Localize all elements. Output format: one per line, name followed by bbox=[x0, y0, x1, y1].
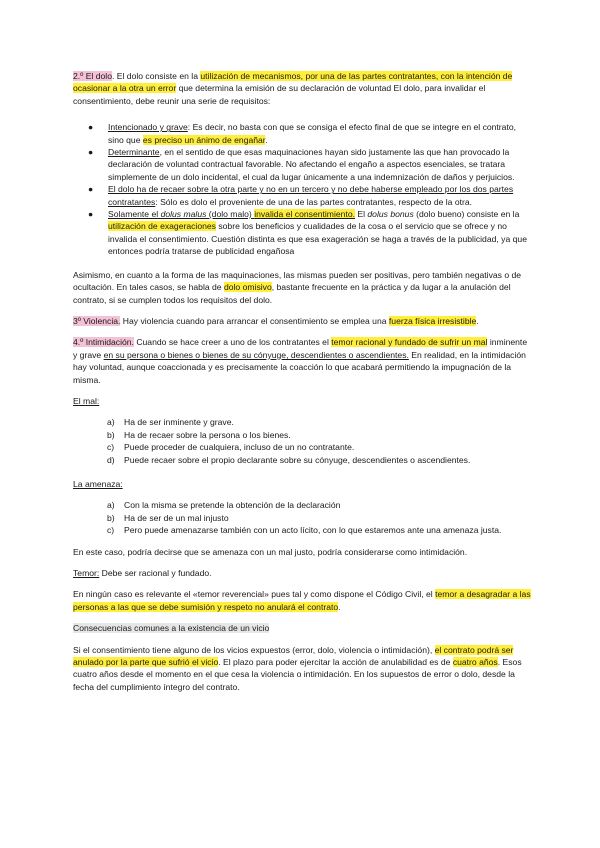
label-temor: Temor: bbox=[73, 568, 100, 578]
paragraph-caso: En este caso, podría decirse que se amenaza con un mal justo, podría considerarse como intimidación. bbox=[73, 546, 468, 557]
highlight: cuatro años bbox=[452, 657, 498, 668]
heading-el-mal: El mal: bbox=[73, 395, 100, 406]
list-item: ● Solamente el dolus malus (dolo malo) invalida el consentimiento. El dolus bonus (dolo bueno) consiste en la utilización de exageraciones sobre los beneficios y cualidades de la cosa o el servicio que se ofrece y no invalida el consentimiento. Cuestión distinta es que esa exageración se haga a través de la publicidad, ya que entonces podría tratarse de publicidad engañosa bbox=[88, 209, 527, 257]
highlight: invalida el consentimiento. bbox=[254, 209, 355, 220]
highlight: utilización de exageraciones bbox=[108, 221, 216, 232]
paragraph-consecuencias: Si el consentimiento tiene alguno de los vicios expuestos (error, dolo, violencia o intimidación), el contrato podrá ser anulado por la parte que sufrió el vicio. El plazo para poder ejercitar la acción de anulabilidad es de cuatro años. Esos cuatro años desde el momento en el que cesa la violencia o intimidación. En los supuestos de error o dolo, desde la fecha del cumplimiento íntegro del contrato. bbox=[73, 644, 522, 692]
list-item: ● El dolo ha de recaer sobre la otra parte y no en un tercero y no debe haberse empleado por los dos partes contratantes: Sólo es dolo el proveniente de una de las partes contratantes, respecto de la otra. bbox=[88, 184, 514, 207]
bullet-icon: ● bbox=[88, 184, 94, 195]
highlight: el contrato podrá ser anulado por la parte que sufrió el vicio bbox=[73, 644, 514, 668]
bullet-icon: ● bbox=[88, 147, 94, 158]
paragraph-dolo: 2.º El dolo. El dolo consiste en la utilización de mecanismos, por una de las partes contratantes, con la intención de ocasionar a la otra un error que determina la emisión de su declaración de voluntad El dolo, para invalidar el consentimiento, debe reunir una serie de requisitos: bbox=[73, 71, 513, 106]
list-item: b) Ha de recaer sobre la persona o los bienes. bbox=[107, 429, 291, 440]
paragraph-asimismo: Asimismo, en cuanto a la forma de las maquinaciones, las mismas pueden ser positivas, pero también negativas o de ocultación. En tales casos, se habla de dolo omisivo, bastante frecuente en la práctica y da lugar a la anulación del contrato, si se cumplen todos los requisitos del dolo. bbox=[73, 269, 522, 305]
heading-violencia: 3º Violencia. bbox=[73, 315, 121, 326]
list-item: b) Ha de ser de un mal injusto bbox=[107, 512, 229, 523]
heading-la-amenaza: La amenaza: bbox=[73, 478, 123, 489]
list-item: ● Intencionado y grave: Es decir, no basta con que se consiga el efecto final de que se integre en el contrato, sino que es preciso un ánimo de engañar. bbox=[88, 122, 517, 145]
highlight: utilización de mecanismos, por una de las partes contratantes, con la intención de ocasionar a la otra un error bbox=[73, 71, 513, 94]
paragraph-intimidacion: 4.º Intimidación. Cuando se hace creer a uno de los contratantes el temor racional y fundado de sufrir un mal inminente y grave en su persona o bienes o bienes de su cónyuge, descendientes o ascendientes. En realidad, en la intimidación hay voluntad, aunque coaccionada y es precisamente la coacción lo que acabará permitiendo la impugnación de la misma. bbox=[73, 337, 528, 385]
paragraph-temor: Temor: Debe ser racional y fundado. bbox=[73, 568, 212, 578]
list-item: a) Ha de ser inminente y grave. bbox=[107, 417, 234, 428]
heading-intimidacion: 4.º Intimidación. bbox=[73, 337, 134, 348]
highlight: fuerza física irresistible bbox=[388, 315, 477, 326]
highlight: es preciso un ánimo de engañar bbox=[142, 134, 266, 145]
paragraph-temor-reverencial: En ningún caso es relevante el «temor reverencial» pues tal y como dispone el Código Civil, el temor a desagradar a las personas a las que se debe sumisión y respeto no anulará el contrato. bbox=[73, 589, 531, 612]
document-page bbox=[73, 70, 533, 702]
highlight: temor racional y fundado de sufrir un mal bbox=[331, 337, 488, 348]
list-item: c) Puede proceder de cualquiera, incluso de un no contratante. bbox=[107, 442, 355, 453]
mal-list bbox=[73, 416, 533, 466]
list-item: ● Determinante, en el sentido de que esas maquinaciones hayan sido justamente las que han provocado la declaración de voluntad contractual favorable. No afectando el engaño a aspectos esenciales, se tratara simplemente de un dolo incidental, el cual da lugar únicamente a una indemnización de daños y perjuicios. bbox=[88, 147, 515, 182]
highlight: temor a desagradar a las personas a las que se debe sumisión y respeto no anulará el contrato bbox=[73, 589, 531, 612]
bullet-icon: ● bbox=[88, 209, 94, 220]
bullet-icon: ● bbox=[88, 122, 94, 133]
list-item: c) Pero puede amenazarse también con un acto lícito, con lo que estaremos ante una amenaza justa. bbox=[107, 525, 502, 536]
amenaza-list bbox=[73, 499, 533, 536]
requisitos-list bbox=[73, 121, 533, 257]
heading-consecuencias: Consecuencias comunes a la existencia de un vicio bbox=[73, 623, 270, 634]
heading-dolo: 2.º El dolo bbox=[73, 71, 112, 81]
highlight: dolo omisivo bbox=[223, 282, 272, 293]
paragraph-violencia: 3º Violencia. Hay violencia cuando para arrancar el consentimiento se emplea una fuerza física irresistible. bbox=[73, 315, 479, 326]
list-item: d) Puede recaer sobre el propio declarante sobre su cónyuge, descendientes o ascendientes. bbox=[107, 454, 471, 465]
list-item: a) Con la misma se pretende la obtención de la declaración bbox=[107, 500, 341, 511]
